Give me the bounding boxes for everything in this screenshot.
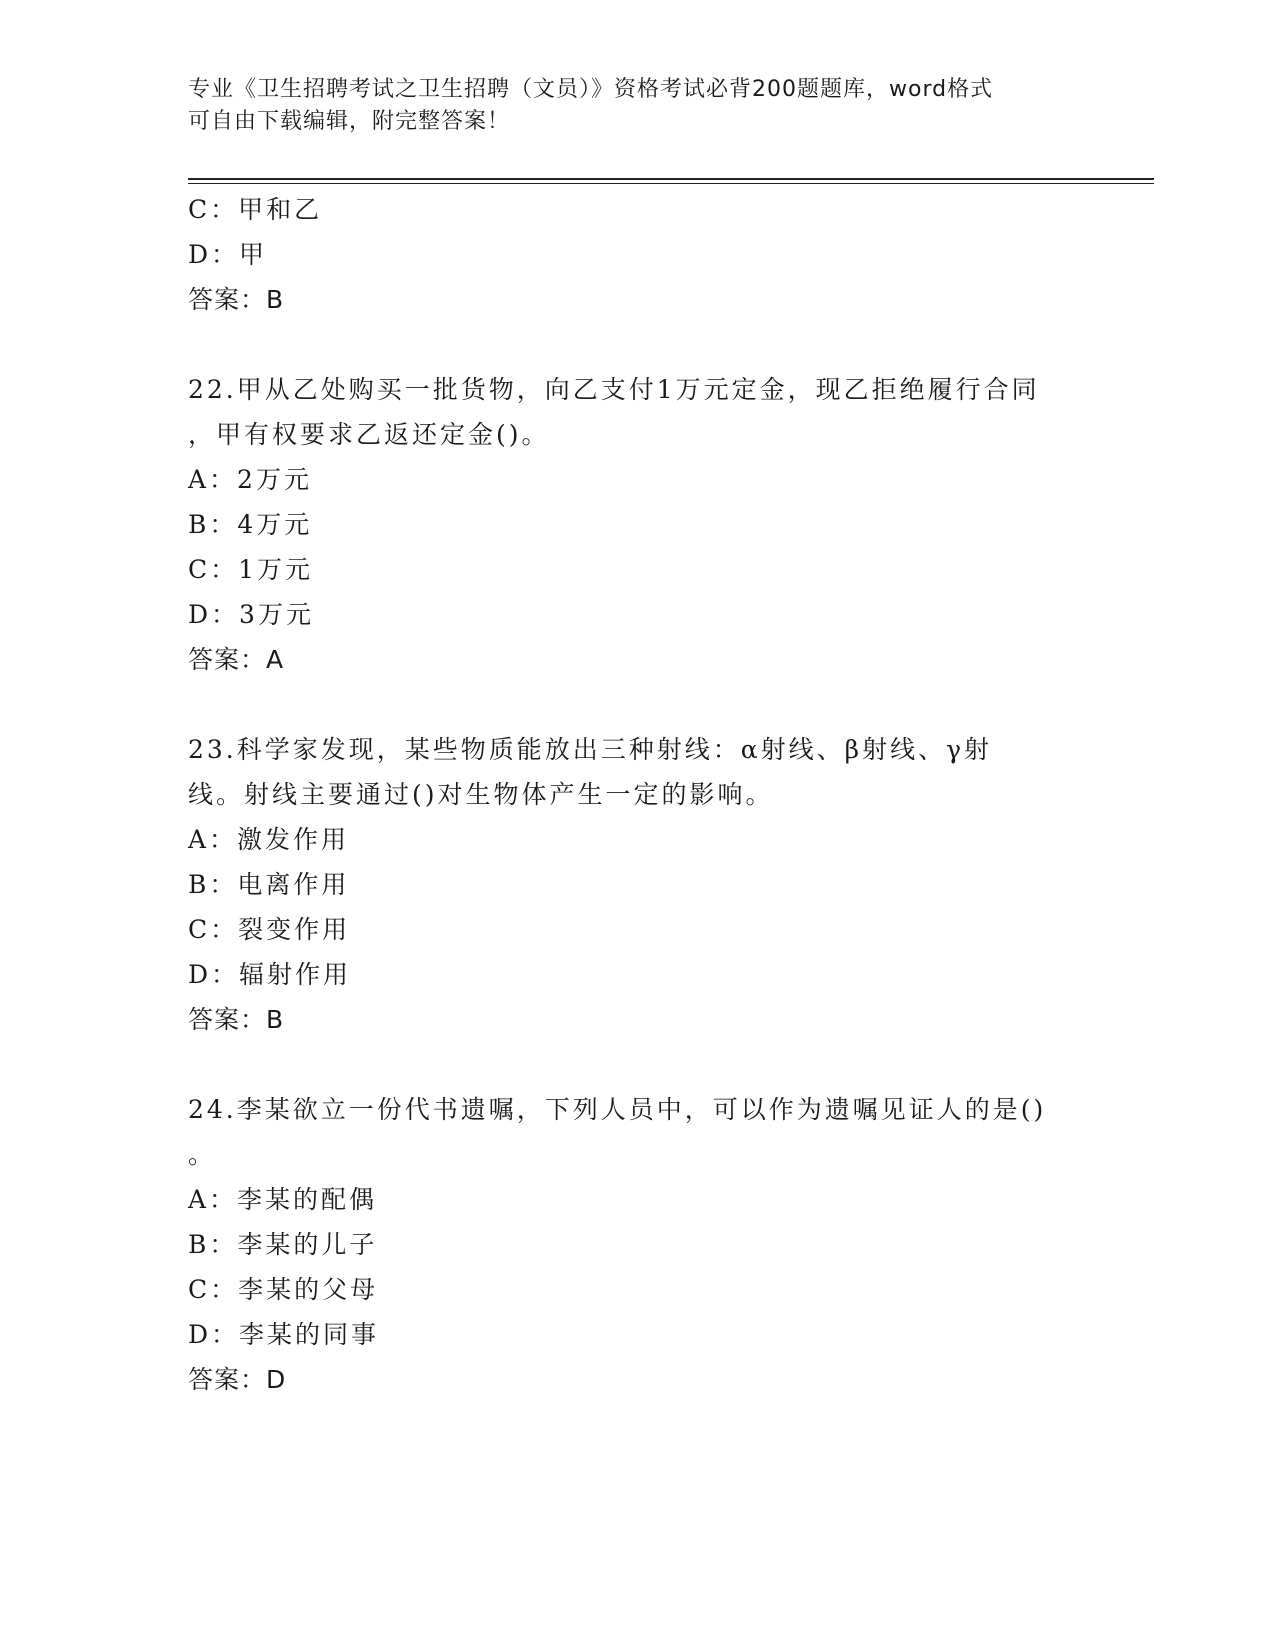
q22-answer: 答案：A: [188, 645, 285, 674]
q23-option-b: B：电离作用: [188, 870, 350, 899]
q24-stem-line-1: 24.李某欲立一份代书遗嘱，下列人员中，可以作为遗嘱见证人的是(): [188, 1095, 1047, 1124]
q22-option-c: C：1万元: [188, 555, 314, 584]
header-line-2: 可自由下载编辑，附完整答案！: [188, 109, 511, 134]
q23-option-c: C：裂变作用: [188, 915, 351, 944]
header-divider-thick: [188, 178, 1154, 180]
q24-stem-line-2: 。: [188, 1140, 217, 1169]
header-line-1: 专业《卫生招聘考试之卫生招聘（文员）》资格考试必背200题题库，word格式: [188, 77, 994, 102]
q24-answer: 答案：D: [188, 1365, 287, 1394]
header-divider-thin: [188, 183, 1154, 184]
q22-option-b: B：4万元: [188, 510, 313, 539]
q22-stem-line-1: 22.甲从乙处购买一批货物，向乙支付1万元定金，现乙拒绝履行合同: [188, 375, 1040, 404]
q23-option-d: D：辐射作用: [188, 960, 352, 989]
q24-option-b: B：李某的儿子: [188, 1230, 378, 1259]
q23-stem-line-2: 线。射线主要通过()对生物体产生一定的影响。: [188, 780, 774, 809]
q21-option-d: D：甲: [188, 240, 268, 269]
q21-answer: 答案：B: [188, 285, 285, 314]
document-header: [188, 74, 1068, 138]
q21-option-c: C：甲和乙: [188, 195, 323, 224]
q24-option-d: D：李某的同事: [188, 1320, 380, 1349]
q22-stem-line-2: ，甲有权要求乙返还定金()。: [188, 420, 550, 449]
q23-answer: 答案：B: [188, 1005, 285, 1034]
q23-option-a: A：激发作用: [188, 825, 350, 854]
q24-option-a: A：李某的配偶: [188, 1185, 378, 1214]
q22-option-d: D：3万元: [188, 600, 314, 629]
q23-stem-line-1: 23.科学家发现，某些物质能放出三种射线：α射线、β射线、γ射: [188, 735, 993, 764]
q24-option-c: C：李某的父母: [188, 1275, 379, 1304]
q22-option-a: A：2万元: [188, 465, 312, 494]
